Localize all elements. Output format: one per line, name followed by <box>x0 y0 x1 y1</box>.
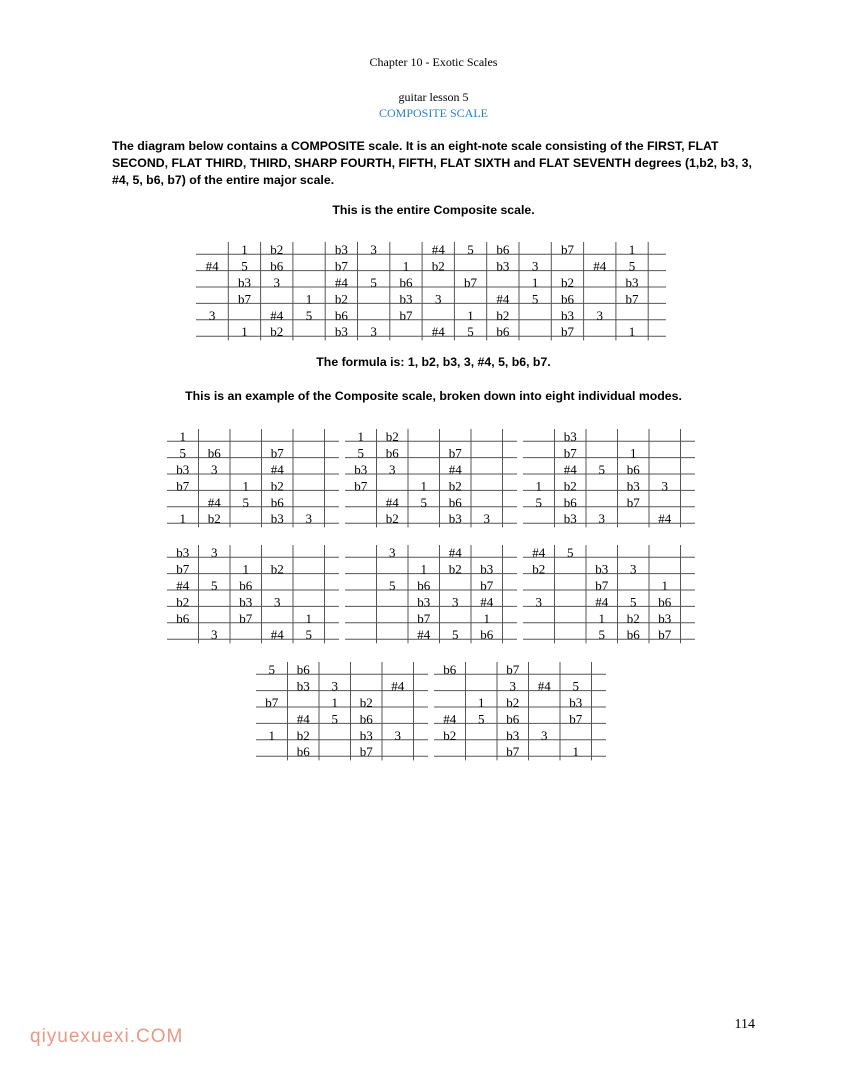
note-label: 1 <box>331 695 338 710</box>
note-label: b6 <box>563 494 577 510</box>
note-label: b6 <box>176 610 190 626</box>
note-label: 1 <box>535 478 542 494</box>
note-label: b7 <box>464 275 478 290</box>
note-label: #4 <box>391 678 405 694</box>
note-label: 5 <box>628 258 636 274</box>
note-label: 3 <box>389 545 396 561</box>
mode-2-fretboard <box>345 429 517 527</box>
note-label: b3 <box>239 594 253 610</box>
scale-title: COMPOSITE SCALE <box>378 106 488 120</box>
note-label: b6 <box>399 275 413 290</box>
note-label: b6 <box>385 445 399 461</box>
note-label: b3 <box>399 291 413 307</box>
note-label: 3 <box>452 594 459 610</box>
mode-3-fretboard <box>523 429 695 527</box>
note-label: 1 <box>628 324 636 340</box>
note-label: 5 <box>567 545 574 561</box>
note-label: #4 <box>431 242 445 258</box>
note-label: 1 <box>572 744 579 760</box>
note-label: b3 <box>658 610 672 626</box>
note-label: b6 <box>480 627 494 643</box>
note-label: b7 <box>626 494 640 510</box>
note-label: 1 <box>242 561 249 577</box>
note-label: #4 <box>270 462 284 477</box>
note-label: b6 <box>506 711 520 727</box>
note-label: 1 <box>241 242 248 258</box>
note-label: b7 <box>237 291 251 307</box>
note-label: b3 <box>625 275 639 290</box>
note-label: 1 <box>179 429 186 445</box>
note-label: 5 <box>389 578 396 593</box>
note-label: b3 <box>595 561 609 577</box>
note-label: 3 <box>535 594 542 610</box>
note-label: 1 <box>357 429 364 445</box>
note-label: b7 <box>506 662 520 678</box>
note-label: 3 <box>389 462 396 477</box>
lesson-label: guitar lesson 5 <box>398 90 469 104</box>
note-label: 5 <box>598 627 605 643</box>
note-label: #4 <box>270 307 284 323</box>
note-label: b6 <box>334 307 348 323</box>
note-label: 1 <box>305 610 312 626</box>
note-label: 3 <box>211 627 218 643</box>
note-label: b6 <box>359 711 373 727</box>
chapter-heading: Chapter 10 - Exotic Scales <box>369 55 498 69</box>
note-label: b3 <box>270 511 284 527</box>
full-scale-fretboard <box>196 242 666 340</box>
note-label: b7 <box>334 258 348 274</box>
note-label: 1 <box>598 610 605 626</box>
note-label: #4 <box>658 511 672 527</box>
note-label: 5 <box>268 662 275 678</box>
note-label: b2 <box>496 307 510 323</box>
note-label: b7 <box>399 307 413 323</box>
note-label: b2 <box>431 258 445 274</box>
note-label: b7 <box>560 242 574 258</box>
note-label: b7 <box>354 478 368 494</box>
note-label: 5 <box>598 462 605 477</box>
note-label: 3 <box>541 727 548 743</box>
note-label: 1 <box>478 695 485 710</box>
note-label: 3 <box>394 727 401 743</box>
note-label: #4 <box>563 462 577 477</box>
note-label: #4 <box>417 627 431 643</box>
page-number: 114 <box>734 1017 755 1032</box>
note-label: b3 <box>626 478 640 494</box>
note-label: b2 <box>532 561 546 577</box>
note-label: b3 <box>334 324 348 340</box>
note-label: b2 <box>176 594 190 610</box>
note-label: 5 <box>357 445 364 461</box>
note-label: b7 <box>417 610 431 626</box>
note-label: 1 <box>531 275 539 290</box>
note-label: b2 <box>359 695 373 710</box>
note-label: b6 <box>443 662 457 678</box>
note-label: b2 <box>448 561 462 577</box>
note-label: b2 <box>270 242 284 258</box>
note-label: b3 <box>448 511 462 527</box>
note-label: 1 <box>420 561 427 577</box>
note-label: b2 <box>207 511 221 527</box>
note-label: b7 <box>480 578 494 593</box>
note-label: #4 <box>296 711 310 727</box>
mode-6-fretboard <box>523 545 695 643</box>
note-label: 3 <box>435 291 442 307</box>
note-label: #4 <box>270 627 284 643</box>
note-label: b6 <box>496 242 510 258</box>
note-label: b2 <box>385 511 399 527</box>
note-label: 3 <box>630 561 637 577</box>
note-label: b2 <box>563 478 577 494</box>
note-label: b7 <box>359 744 373 760</box>
note-label: b6 <box>239 578 253 593</box>
note-label: b7 <box>176 478 190 494</box>
note-label: 1 <box>420 478 427 494</box>
note-label: #4 <box>480 594 494 610</box>
note-label: #4 <box>443 711 457 727</box>
note-label: 5 <box>179 445 186 461</box>
note-label: 5 <box>241 258 248 274</box>
note-label: b6 <box>560 291 574 307</box>
note-label: b6 <box>448 494 462 510</box>
note-label: b3 <box>334 242 348 258</box>
note-label: b7 <box>265 695 279 710</box>
note-label: 5 <box>305 307 313 323</box>
mode-8-fretboard <box>434 662 606 760</box>
note-label: b3 <box>359 727 373 743</box>
note-label: 3 <box>598 511 605 527</box>
note-label: #4 <box>593 258 607 274</box>
full-scale-caption: This is the entire Composite scale. <box>332 203 535 217</box>
note-label: 3 <box>370 242 377 258</box>
note-label: b3 <box>296 678 310 694</box>
note-label: b7 <box>270 445 284 461</box>
note-label: b2 <box>560 275 574 290</box>
note-label: b6 <box>296 744 310 760</box>
note-label: b3 <box>496 258 510 274</box>
note-label: b6 <box>417 578 431 593</box>
formula-line: The formula is: 1, b2, b3, 3, #4, 5, b6, b7. <box>316 355 551 369</box>
note-label: #4 <box>431 324 445 340</box>
note-label: b3 <box>176 462 190 477</box>
note-label: 3 <box>531 258 539 274</box>
note-label: b2 <box>270 324 284 340</box>
note-label: 5 <box>572 678 579 694</box>
intro-paragraph: The diagram below contains a COMPOSITE scale. It is an eight-note scale consisting of the FIRST, FLAT SECOND, FLAT THIRD, THIRD, SHARP FOURTH, FIFTH, FLAT SIXTH and FLAT SEVENTH degrees (1,b2, b3, 3, #4, 5, b6, b7) of the entire major scale. <box>112 139 752 187</box>
note-label: 3 <box>509 678 516 694</box>
note-label: b2 <box>296 727 310 743</box>
note-label: #4 <box>448 545 462 561</box>
note-label: b2 <box>385 429 399 445</box>
note-label: 5 <box>242 494 249 510</box>
note-label: 1 <box>402 258 410 274</box>
note-label: b6 <box>496 324 510 340</box>
note-label: b7 <box>176 561 190 577</box>
note-label: #4 <box>207 494 221 510</box>
note-label: 5 <box>630 594 637 610</box>
note-label: b6 <box>626 462 640 477</box>
note-label: b3 <box>480 561 494 577</box>
note-label: b3 <box>176 545 190 561</box>
note-label: b3 <box>417 594 431 610</box>
note-label: b7 <box>658 627 672 643</box>
note-label: #4 <box>176 578 190 593</box>
note-label: b7 <box>569 711 583 727</box>
note-label: 3 <box>273 275 280 290</box>
note-label: b2 <box>334 291 348 307</box>
note-label: #4 <box>385 494 399 510</box>
note-label: 5 <box>452 627 459 643</box>
note-label: 5 <box>531 291 539 307</box>
note-label: 1 <box>630 445 637 461</box>
note-label: b2 <box>270 478 284 494</box>
note-label: b7 <box>239 610 253 626</box>
note-label: 5 <box>478 711 485 727</box>
note-label: 5 <box>331 711 338 727</box>
note-label: b6 <box>626 627 640 643</box>
note-label: 1 <box>241 324 248 340</box>
note-label: b3 <box>563 429 577 445</box>
note-label: b6 <box>207 445 221 461</box>
note-label: 3 <box>596 307 603 323</box>
note-label: #4 <box>537 678 551 694</box>
mode-7-fretboard <box>256 662 428 760</box>
note-label: 3 <box>211 462 218 477</box>
note-label: 5 <box>305 627 312 643</box>
note-label: b3 <box>237 275 251 290</box>
note-label: 3 <box>483 511 490 527</box>
note-label: 3 <box>211 545 218 561</box>
note-label: b7 <box>595 578 609 593</box>
note-label: b7 <box>563 445 577 461</box>
note-label: b7 <box>506 744 520 760</box>
note-label: 5 <box>370 275 377 290</box>
note-label: b3 <box>354 462 368 477</box>
watermark-logo: qiyuexuexi.COM <box>30 1026 184 1047</box>
note-label: b3 <box>560 307 574 323</box>
note-label: 1 <box>483 610 490 626</box>
mode-5-fretboard <box>345 545 517 643</box>
note-label: b6 <box>270 494 284 510</box>
note-label: 1 <box>179 511 186 527</box>
note-label: #4 <box>334 275 348 290</box>
note-label: b3 <box>506 727 520 743</box>
note-label: #4 <box>205 258 219 274</box>
note-label: 5 <box>467 242 474 258</box>
note-label: #4 <box>595 594 609 610</box>
note-label: 3 <box>331 678 338 694</box>
note-label: 5 <box>535 494 542 510</box>
note-label: 5 <box>420 494 427 510</box>
note-label: b2 <box>443 727 457 743</box>
note-label: b3 <box>563 511 577 527</box>
note-label: b6 <box>296 662 310 678</box>
note-label: 1 <box>467 307 474 323</box>
note-label: b2 <box>448 478 462 494</box>
note-label: b7 <box>560 324 574 340</box>
note-label: 1 <box>305 291 313 307</box>
note-label: 1 <box>628 242 636 258</box>
note-label: b2 <box>270 561 284 577</box>
note-label: 1 <box>661 578 668 593</box>
note-label: b7 <box>448 445 462 461</box>
note-label: #4 <box>496 291 510 307</box>
note-label: b6 <box>658 594 672 610</box>
note-label: b6 <box>270 258 284 274</box>
note-label: b3 <box>569 695 583 710</box>
note-label: 1 <box>242 478 249 494</box>
note-label: 3 <box>370 324 377 340</box>
mode-4-fretboard <box>167 545 339 643</box>
note-label: 3 <box>274 594 281 610</box>
note-label: 3 <box>208 307 216 323</box>
note-label: 3 <box>305 511 312 527</box>
note-label: b2 <box>626 610 640 626</box>
note-label: 3 <box>661 478 668 494</box>
modes-caption: This is an example of the Composite scale, broken down into eight individual modes. <box>185 389 682 403</box>
note-label: 5 <box>467 324 474 340</box>
note-label: #4 <box>448 462 462 477</box>
mode-1-fretboard <box>167 429 339 527</box>
note-label: 1 <box>268 727 275 743</box>
note-label: b7 <box>625 291 639 307</box>
note-label: #4 <box>532 545 546 561</box>
note-label: b2 <box>506 695 520 710</box>
note-label: 5 <box>211 578 218 593</box>
